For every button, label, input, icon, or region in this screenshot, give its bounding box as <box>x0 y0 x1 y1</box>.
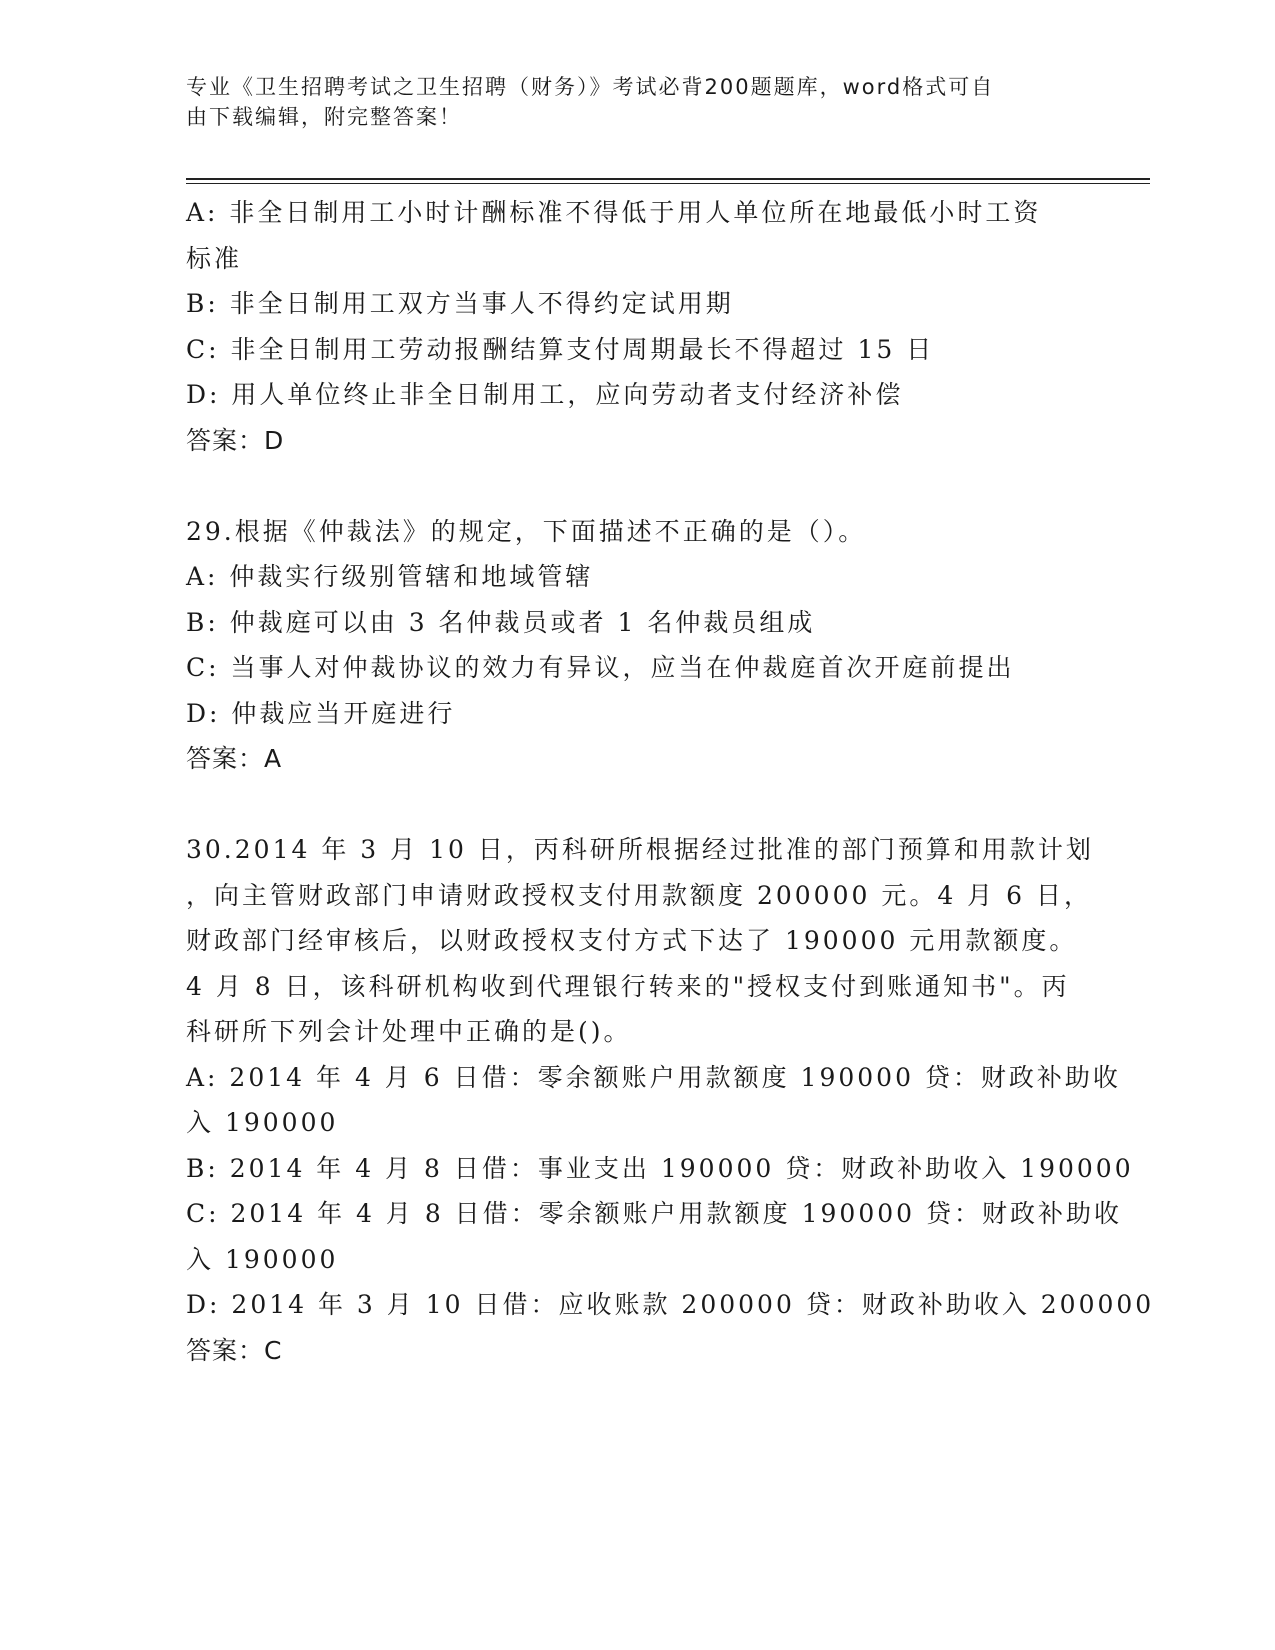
question-stem-line-3: 财政部门经审核后，以财政授权支付方式下达了 190000 元用款额度。 <box>186 926 1078 955</box>
header-line-2: 由下载编辑，附完整答案！ <box>186 105 462 129</box>
option-b: B: 非全日制用工双方当事人不得约定试用期 <box>186 289 734 318</box>
option-c: C: 当事人对仲裁协议的效力有异议，应当在仲裁庭首次开庭前提出 <box>186 653 1015 682</box>
answer: 答案：C <box>186 1335 283 1365</box>
question-stem-line-5: 科研所下列会计处理中正确的是()。 <box>186 1017 632 1046</box>
spacer <box>186 782 1086 828</box>
answer: 答案：D <box>186 425 285 455</box>
option-d: D: 仲裁应当开庭进行 <box>186 698 456 728</box>
question-stem-line-2: ，向主管财政部门申请财政授权支付用款额度 200000 元。4 月 6 日， <box>186 880 1092 910</box>
question-28-options <box>186 190 1086 463</box>
option-a-line-1: A: 2014 年 4 月 6 日借：零余额账户用款额度 190000 贷：财政补助收 <box>186 1062 1121 1092</box>
option-a-line-2: 入 190000 <box>186 1108 339 1137</box>
option-a: A: 仲裁实行级别管辖和地域管辖 <box>186 562 594 591</box>
header-divider-thick <box>186 178 1150 180</box>
question-stem-line-1: 30.2014 年 3 月 10 日，丙科研所根据经过批准的部门预算和用款计划 <box>186 835 1094 864</box>
question-30 <box>186 827 1155 1373</box>
option-d: D: 用人单位终止非全日制用工，应向劳动者支付经济补偿 <box>186 380 904 409</box>
question-stem-line-4: 4 月 8 日，该科研机构收到代理银行转来的"授权支付到账通知书"。丙 <box>186 971 1070 1001</box>
header-divider-thin <box>186 183 1150 184</box>
option-d: D: 2014 年 3 月 10 日借：应收账款 200000 贷：财政补助收入 200000 <box>186 1290 1155 1319</box>
header-line-1: 专业《卫生招聘考试之卫生招聘（财务）》考试必背200题题库，word格式可自 <box>186 75 995 99</box>
question-stem: 29.根据《仲裁法》的规定，下面描述不正确的是（）。 <box>186 516 867 546</box>
answer: 答案：A <box>186 744 283 773</box>
option-c-line-1: C: 2014 年 4 月 8 日借：零余额账户用款额度 190000 贷：财政补助收 <box>186 1199 1122 1228</box>
document-header <box>186 72 1066 132</box>
document-body <box>186 190 1155 1373</box>
option-a-line-1: A: 非全日制用工小时计酬标准不得低于用人单位所在地最低小时工资 <box>186 198 1042 227</box>
spacer <box>186 463 1086 509</box>
option-b: B: 2014 年 4 月 8 日借：事业支出 190000 贷：财政补助收入 190000 <box>186 1153 1134 1183</box>
option-a-line-2: 标准 <box>186 243 243 273</box>
option-b: B: 仲裁庭可以由 3 名仲裁员或者 1 名仲裁员组成 <box>186 607 816 637</box>
question-29 <box>186 509 1086 782</box>
option-c: C: 非全日制用工劳动报酬结算支付周期最长不得超过 15 日 <box>186 334 935 364</box>
option-c-line-2: 入 190000 <box>186 1244 339 1274</box>
